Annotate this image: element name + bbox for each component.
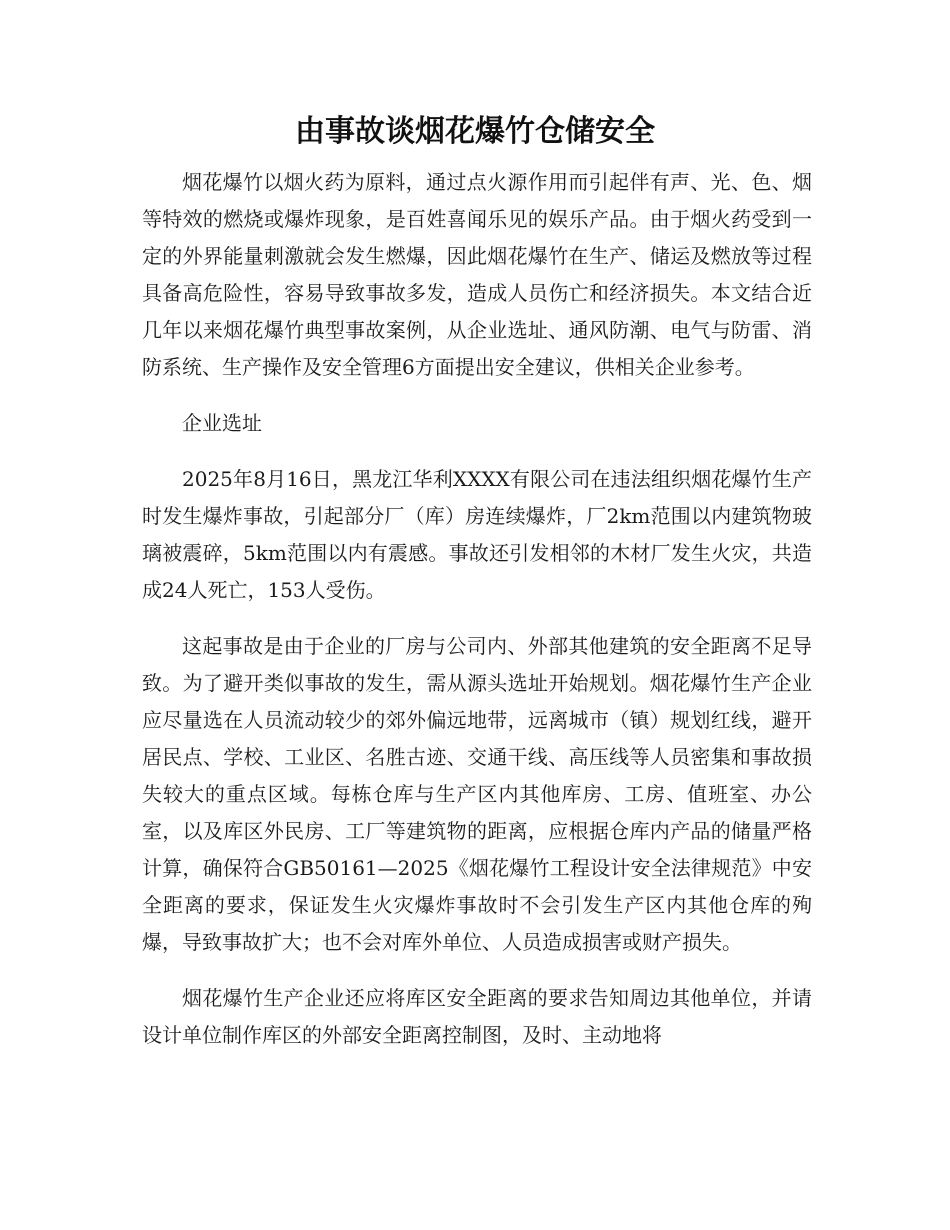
paragraph-site-analysis: 这起事故是由于企业的厂房与公司内、外部其他建筑的安全距离不足导致。为了避开类似事故的发生，需从源头选址开始规划。烟花爆竹生产企业应尽量选在人员流动较少的郊外偏远地带，远离城市（镇）规划红线，避开居民点、学校、工业区、名胜古迹、交通干线、高压线等人员密集和事故损失较大的重点区域。每栋仓库与生产区内其他库房、工房、值班室、办公室，以及库区外民房、工厂等建筑物的距离，应根据仓库内产品的储量严格计算，确保符合GB50161—2025《烟花爆竹工程设计安全法律规范》中安全距离的要求，保证发生火灾爆炸事故时不会引发生产区内其他仓库的殉爆，导致事故扩大；也不会对库外单位、人员造成损害或财产损失。	[142, 634, 812, 954]
paragraph-accident-case: 2025年8月16日，黑龙江华利XXXX有限公司在违法组织烟花爆竹生产时发生爆炸事故，引起部分厂（库）房连续爆炸，厂2km范围以内建筑物玻璃被震碎，5km范围以内有震感。事故还引发相邻的木材厂发生火灾，共造成24人死亡，153人受伤。	[142, 467, 812, 602]
paragraph-intro: 烟花爆竹以烟火药为原料，通过点火源作用而引起伴有声、光、色、烟等特效的燃烧或爆炸现象，是百姓喜闻乐见的娱乐产品。由于烟火药受到一定的外界能量刺激就会发生燃爆，因此烟花爆竹在生产、储运及燃放等过程具备高危险性，容易导致事故多发，造成人员伤亡和经济损失。本文结合近几年以来烟花爆竹典型事故案例，从企业选址、通风防潮、电气与防雷、消防系统、生产操作及安全管理6方面提出安全建议，供相关企业参考。	[142, 170, 812, 379]
document-title: 由事故谈烟花爆竹仓储安全	[295, 114, 655, 149]
paragraph-safety-distance-notice: 烟花爆竹生产企业还应将库区安全距离的要求告知周边其他单位，并请设计单位制作库区的外部安全距离控制图，及时、主动地将	[142, 986, 812, 1047]
document-body	[142, 164, 812, 1073]
section-heading-site-selection: 企业选址	[182, 411, 262, 435]
